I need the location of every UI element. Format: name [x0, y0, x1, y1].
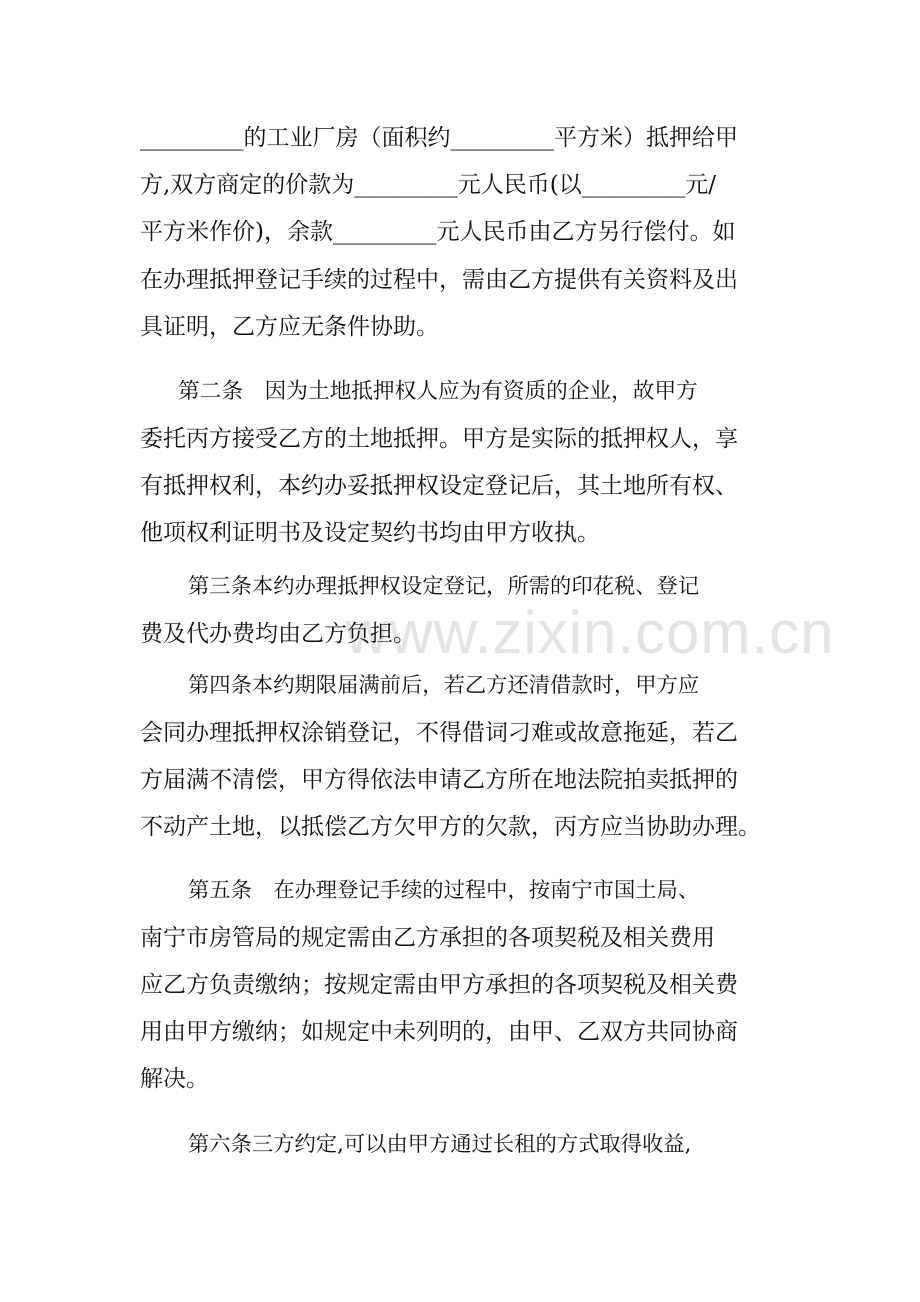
article-5-line-1: 第五条 在办理登记手续的过程中，按南宁市国土局、 — [188, 878, 700, 903]
article-4-line-2: 会同办理抵押权涂销登记，不得借词刁难或故意拖延，若乙 — [140, 720, 738, 746]
paragraph-1-line-1: _________的工业厂房（面积约_________平方米）抵押给甲 — [140, 125, 738, 151]
paragraph-1-line-2: 方,双方商定的价款为_________元人民币(以_________元/ — [140, 172, 717, 198]
watermark: www.zixin.com.cn — [345, 599, 835, 666]
article-4-line-1: 第四条本约期限届满前后，若乙方还清借款时，甲方应 — [188, 673, 700, 698]
article-5-line-4: 用由甲方缴纳；如规定中未列明的，由甲、乙双方共同协商 — [140, 1019, 738, 1045]
article-5-line-3: 应乙方负责缴纳；按规定需由甲方承担的各项契税及相关费 — [140, 972, 738, 998]
article-2-line-1: 第二条 因为土地抵押权人应为有资质的企业，故甲方 — [178, 379, 698, 404]
article-2-line-2: 委托丙方接受乙方的土地抵押。甲方是实际的抵押权人，享 — [140, 426, 738, 452]
article-3-line-1: 第三条本约办理抵押权设定登记，所需的印花税、登记 — [188, 574, 700, 599]
article-2-line-4: 他项权利证明书及设定契约书均由甲方收执。 — [140, 520, 600, 546]
paragraph-1-line-4: 在办理抵押登记手续的过程中，需由乙方提供有关资料及出 — [140, 267, 738, 293]
article-5-line-5: 解决。 — [140, 1066, 209, 1092]
paragraph-1-line-5: 具证明，乙方应无条件协助。 — [140, 314, 439, 340]
article-4-line-4: 不动产土地，以抵偿乙方欠甲方的欠款，丙方应当协助办理。 — [140, 814, 761, 840]
article-5-line-2: 南宁市房管局的规定需由乙方承担的各项契税及相关费用 — [140, 925, 715, 951]
paragraph-1-line-3: 平方米作价)，余款_________元人民币由乙方另行偿付。如 — [140, 219, 736, 245]
article-6-line-1: 第六条三方约定,可以由甲方通过长租的方式取得收益, — [188, 1132, 692, 1157]
article-4-line-3: 方届满不清偿，甲方得依法申请乙方所在地法院拍卖抵押的 — [140, 767, 738, 793]
article-2-line-3: 有抵押权利，本约办妥抵押权设定登记后，其土地所有权、 — [140, 473, 738, 499]
article-3-line-2: 费及代办费均由乙方负担。 — [140, 621, 416, 647]
